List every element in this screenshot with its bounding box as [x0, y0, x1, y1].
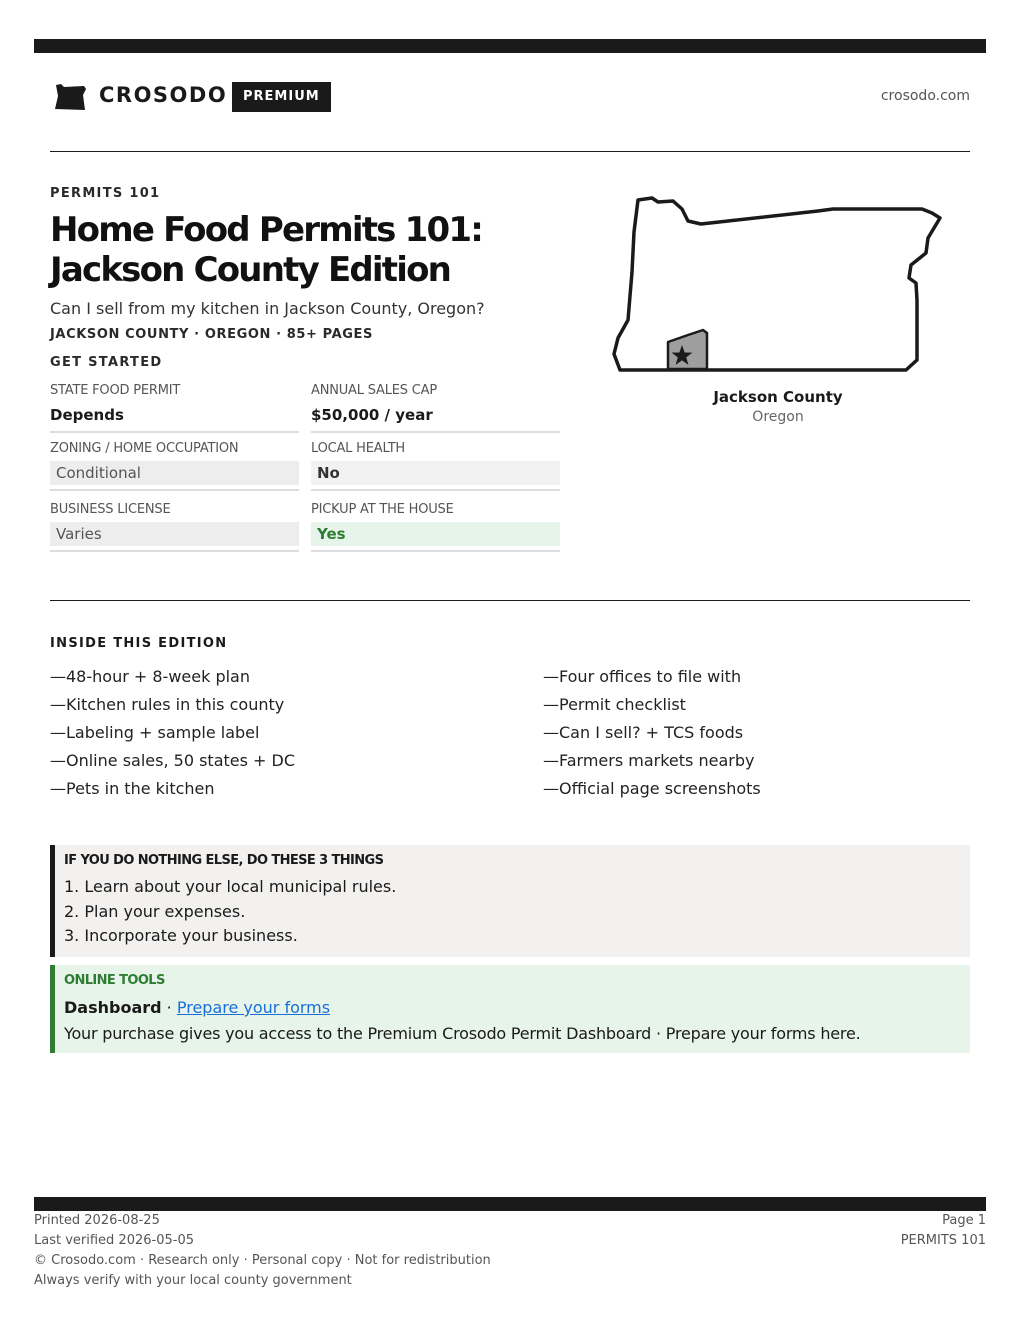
fact-label: LOCAL HEALTH: [311, 441, 406, 456]
oregon-outline: [614, 198, 940, 370]
section-kicker: PERMITS 101: [50, 186, 161, 201]
callout-heading: ONLINE TOOLS: [64, 973, 165, 988]
fact-label: STATE FOOD PERMIT: [50, 383, 181, 398]
fact-value: $50,000 / year: [311, 406, 433, 424]
toc-item: —Permit checklist: [543, 695, 686, 714]
three-things-callout: [50, 845, 970, 957]
fact-divider: [311, 550, 560, 552]
fact-label: ZONING / HOME OCCUPATION: [50, 441, 239, 456]
prepare-forms-link[interactable]: Prepare your forms: [176, 998, 331, 1017]
page-title: Home Food Permits 101: Jackson County Edition: [50, 210, 483, 290]
brand-name: CROSODO: [99, 83, 228, 107]
tools-separator: ·: [161, 998, 177, 1017]
fact-label: ANNUAL SALES CAP: [311, 383, 437, 398]
map-county-label: Jackson County: [713, 388, 843, 406]
footer-section: PERMITS 101: [900, 1233, 986, 1248]
map-state-label: Oregon: [752, 409, 804, 425]
tools-description: Your purchase gives you access to the Premium Crosodo Permit Dashboard · Prepare your forms here.: [64, 1024, 861, 1043]
toc-item: —Pets in the kitchen: [50, 779, 215, 798]
fact-divider: [311, 489, 560, 491]
get-started-heading: GET STARTED: [50, 355, 163, 370]
toc-item: —Kitchen rules in this county: [50, 695, 285, 714]
verify-note: Always verify with your local county government: [34, 1273, 352, 1288]
oregon-map: [610, 195, 946, 380]
fact-value: No: [311, 461, 560, 485]
toc-right-column: [543, 663, 761, 803]
premium-badge: PREMIUM: [232, 82, 331, 112]
callout-step: 3. Incorporate your business.: [64, 926, 298, 945]
fact-divider: [50, 550, 299, 552]
dashboard-label: Dashboard: [64, 998, 162, 1017]
fact-divider: [50, 489, 299, 491]
page-number: Page 1: [942, 1213, 986, 1228]
section-divider: [50, 600, 970, 601]
tools-line: [64, 998, 330, 1017]
fact-value: Conditional: [50, 461, 299, 485]
oregon-logo-icon: [53, 82, 87, 112]
toc-item: —48-hour + 8-week plan: [50, 667, 250, 686]
fact-value: Depends: [50, 406, 124, 424]
fact-label: PICKUP AT THE HOUSE: [311, 502, 454, 517]
fact-divider: [311, 431, 560, 433]
toc-item: —Official page screenshots: [543, 779, 761, 798]
page-header: [50, 80, 970, 116]
page-subtitle: Can I sell from my kitchen in Jackson County, Oregon?: [50, 299, 485, 318]
fact-value: Yes: [311, 522, 560, 546]
toc-item: —Labeling + sample label: [50, 723, 260, 742]
printed-date: Printed 2026-08-25: [34, 1213, 160, 1228]
fact-divider: [50, 431, 299, 433]
top-rule-bar: [34, 39, 986, 53]
verified-date: Last verified 2026-05-05: [34, 1233, 194, 1248]
callout-step: 1. Learn about your local municipal rules.: [64, 877, 397, 896]
toc-item: —Online sales, 50 states + DC: [50, 751, 296, 770]
callout-heading: IF YOU DO NOTHING ELSE, DO THESE 3 THINGS: [64, 853, 384, 868]
fact-label: BUSINESS LICENSE: [50, 502, 171, 517]
toc-item: —Can I sell? + TCS foods: [543, 723, 744, 742]
toc-item: —Four offices to file with: [543, 667, 742, 686]
footer-rule-bar: [34, 1197, 986, 1211]
edition-meta: JACKSON COUNTY · OREGON · 85+ PAGES: [50, 327, 373, 342]
copyright-notice: © Crosodo.com · Research only · Personal copy · Not for redistribution: [34, 1253, 491, 1268]
callout-step: 2. Plan your expenses.: [64, 902, 246, 921]
toc-item: —Farmers markets nearby: [543, 751, 755, 770]
site-url[interactable]: crosodo.com: [880, 88, 970, 104]
fact-value: Varies: [50, 522, 299, 546]
header-divider: [50, 151, 970, 152]
online-tools-callout: [50, 965, 970, 1053]
toc-left-column: [50, 663, 295, 803]
inside-edition-heading: INSIDE THIS EDITION: [50, 636, 228, 651]
